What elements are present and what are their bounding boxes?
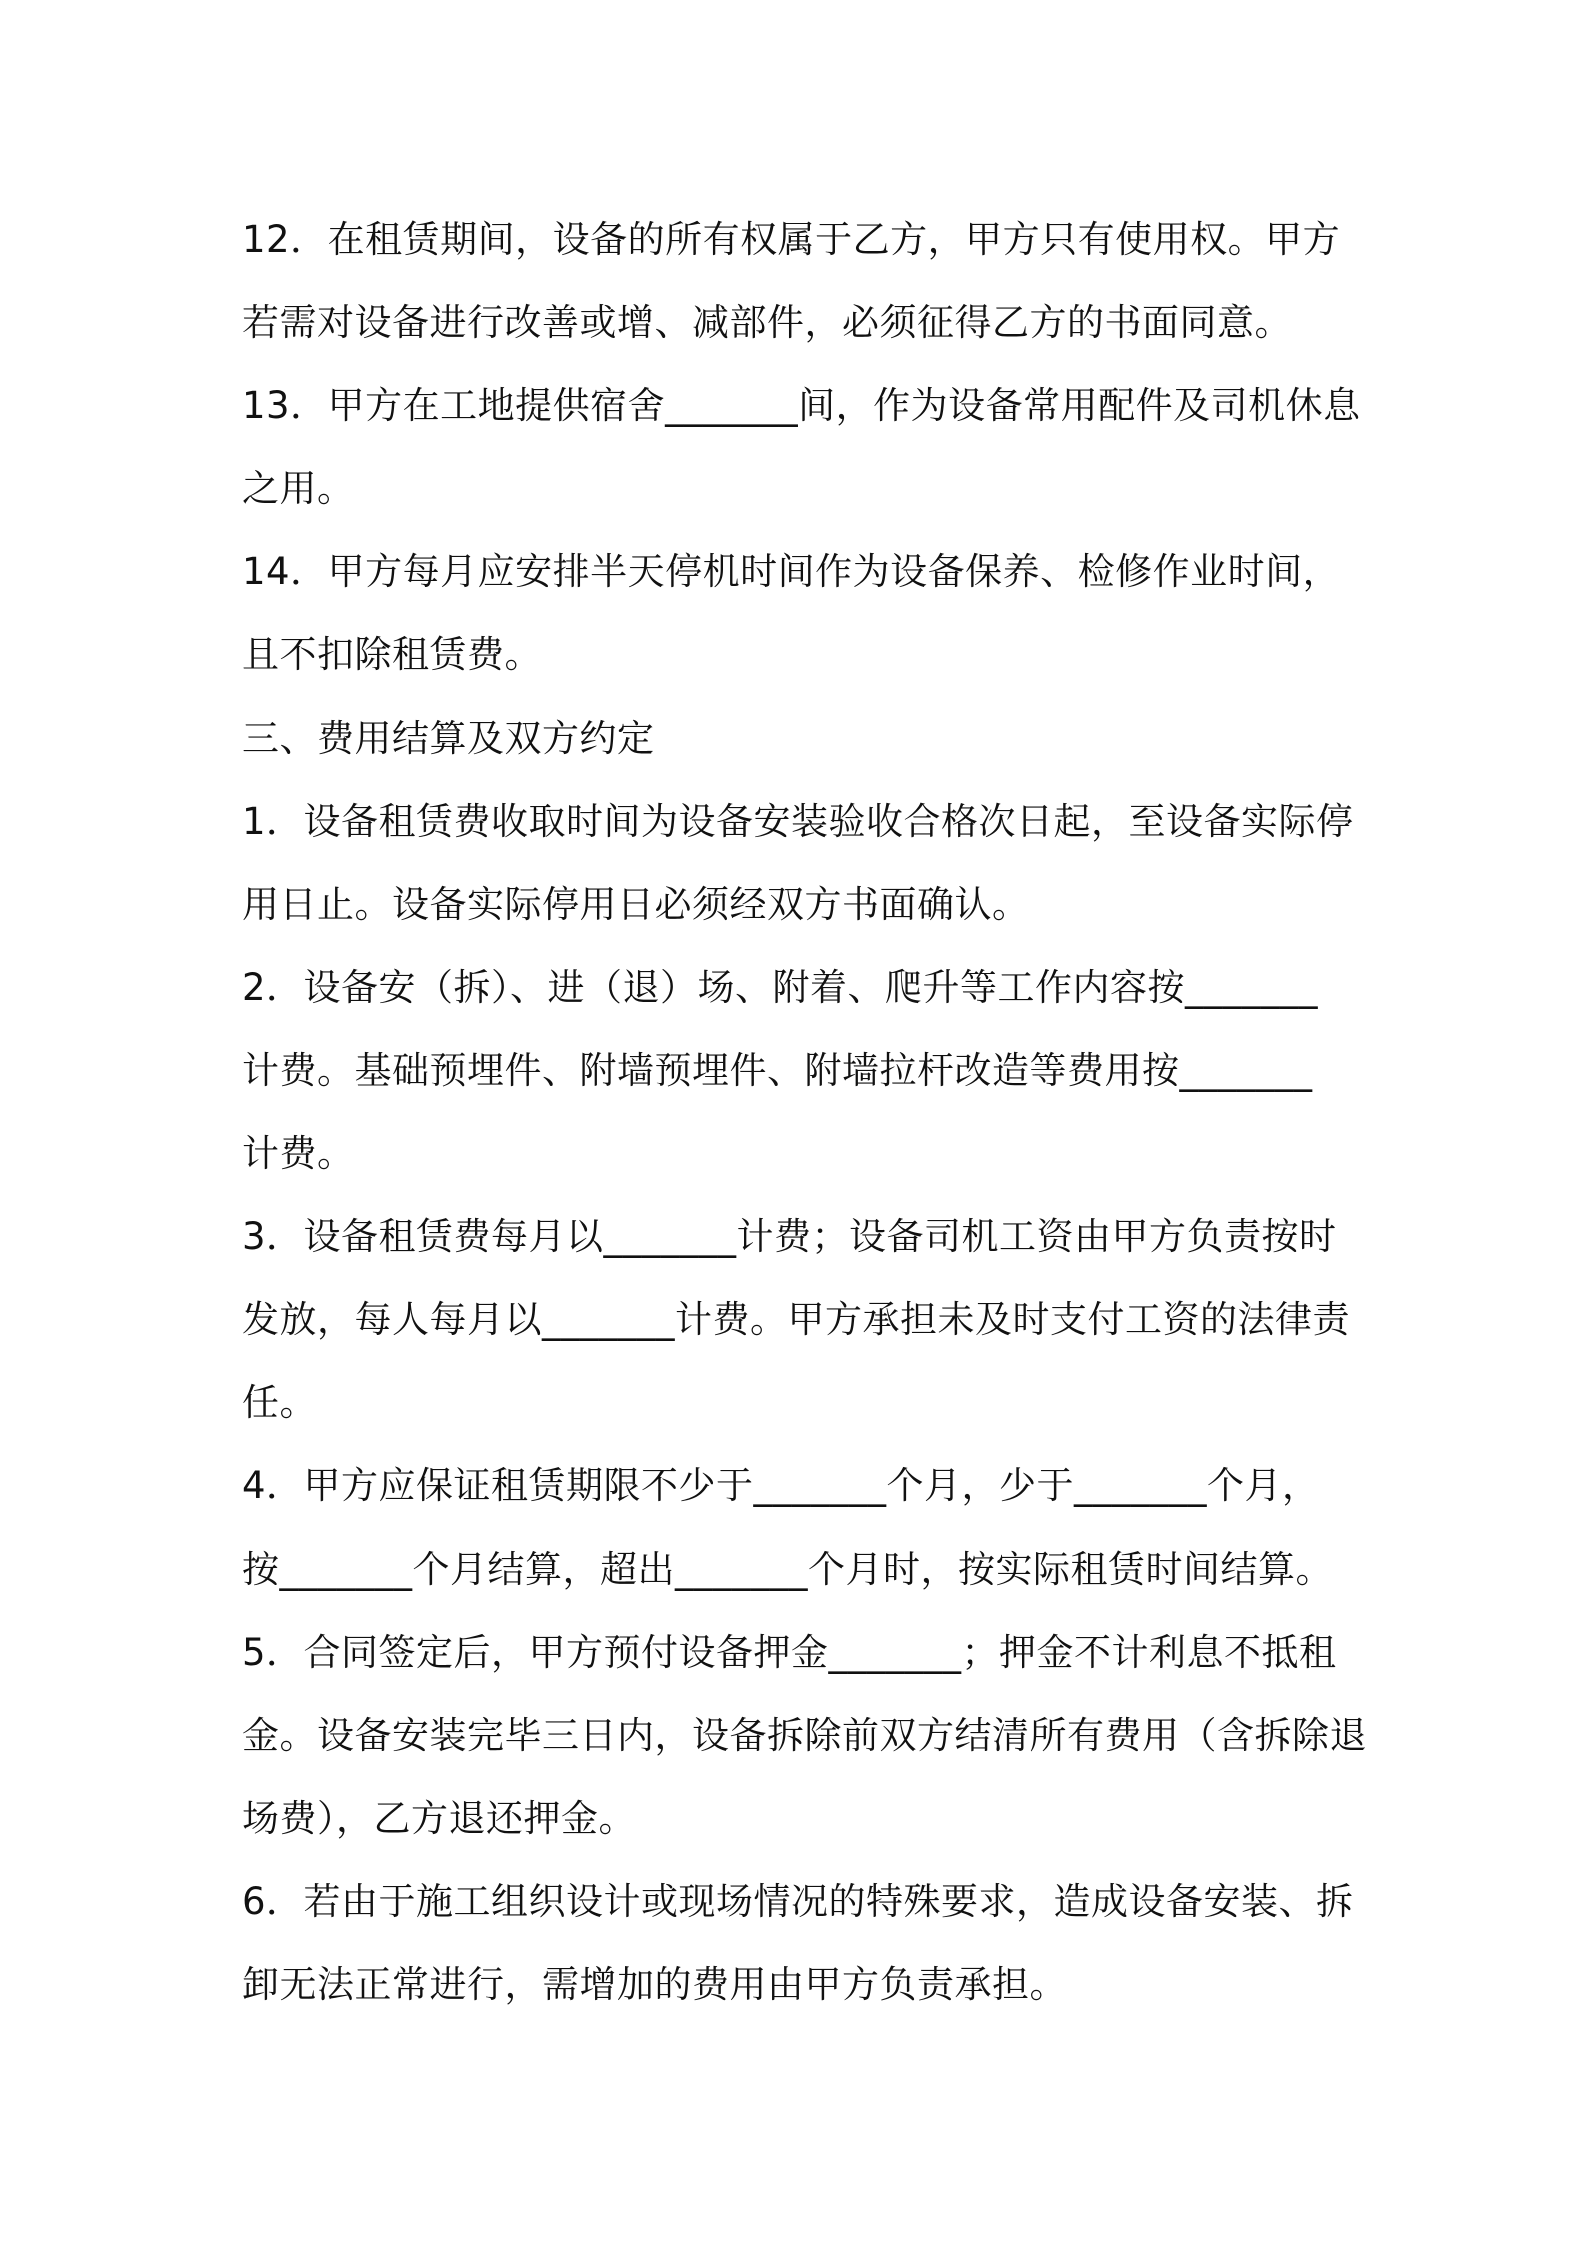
text-line: 2．设备安（拆）、进（退）场、附着、爬升等工作内容按_______ (242, 965, 1319, 1009)
text-line: 计费。 (242, 1132, 355, 1176)
text-line: 任。 (242, 1381, 317, 1425)
text-line: 发放，每人每月以_______计费。甲方承担未及时支付工资的法律责 (242, 1298, 1350, 1342)
text-line: 6．若由于施工组织设计或现场情况的特殊要求，造成设备安装、拆 (242, 1879, 1354, 1923)
text-line: 14．甲方每月应安排半天停机时间作为设备保养、检修作业时间， (242, 550, 1341, 594)
text-line: 若需对设备进行改善或增、减部件，必须征得乙方的书面同意。 (242, 301, 1292, 345)
text-line: 1．设备租赁费收取时间为设备安装验收合格次日起，至设备实际停 (242, 799, 1354, 843)
text-line: 且不扣除租赁费。 (242, 633, 542, 677)
document-body (242, 198, 1367, 2026)
text-line: 之用。 (242, 467, 355, 511)
text-line: 5．合同签定后，甲方预付设备押金_______；押金不计利息不抵租 (242, 1630, 1337, 1674)
text-line: 卸无法正常进行，需增加的费用由甲方负责承担。 (242, 1962, 1067, 2006)
text-line: 4．甲方应保证租赁期限不少于_______个月，少于_______个月， (242, 1464, 1320, 1508)
text-line: 12．在租赁期间，设备的所有权属于乙方，甲方只有使用权。甲方 (242, 218, 1341, 261)
text-line: 金。设备安装完毕三日内，设备拆除前双方结清所有费用（含拆除退 (242, 1713, 1367, 1757)
section-heading: 三、费用结算及双方约定 (242, 716, 655, 760)
text-line: 3．设备租赁费每月以_______计费；设备司机工资由甲方负责按时 (242, 1215, 1337, 1259)
text-line: 按_______个月结算，超出_______个月时，按实际租赁时间结算。 (242, 1547, 1333, 1591)
text-line: 场费），乙方退还押金。 (242, 1796, 636, 1840)
text-line: 计费。基础预埋件、附墙预埋件、附墙拉杆改造等费用按_______ (242, 1048, 1313, 1092)
text-line: 13．甲方在工地提供宿舍_______间，作为设备常用配件及司机休息 (242, 384, 1361, 428)
text-line: 用日止。设备实际停用日必须经双方书面确认。 (242, 882, 1030, 926)
